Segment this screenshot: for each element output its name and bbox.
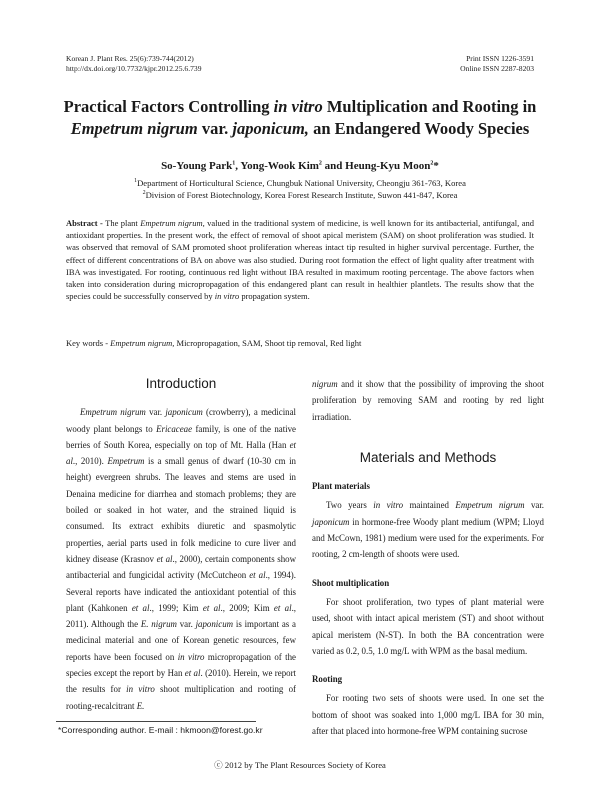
journal-header [66,54,202,74]
shoot-multiplication-paragraph: For shoot proliferation, two types of plant material were used, shoot with intact apical meristem (ST) and shoot without apical meristem (N-ST). In both the BA concentration were varied as 0.2, 0.5, 1.0 mg/L with WPM as the basal medium. [312,596,544,656]
text-run: ., 2010). [72,456,108,467]
text-run: ., 2000), certain components show antibacterial and fungicidal activity (McCutcheon [66,553,296,581]
plant-materials-paragraph [312,497,544,562]
text-run: maintained [403,500,456,511]
text-run: is important as a medicinal material and one of Korean genetic resources, few reports have been focused on [66,619,296,662]
italic-run: nigrum [312,379,338,389]
text-run: var. [524,500,545,511]
text-run: . (2010). Herein, we report the results for [66,668,296,695]
italic-run: et al [249,570,266,581]
copyright-line: ⓒ 2012 by The Plant Resources Society of Korea [214,760,386,770]
text-run: ., 2009; Kim [220,602,274,613]
italic-run: in vitro [126,684,155,695]
italic-run: E. [136,700,145,711]
plant-materials-heading: Plant materials [312,481,370,492]
print-issn: Print ISSN 1226-3591 [466,54,534,63]
shoot-multiplication-heading: Shoot multiplication [312,577,390,588]
text-run: and it show that the possibility of improving the shoot proliferation by removing SAM and rooting by red light irradiation. [312,379,544,422]
italic-run: Empetrum [107,456,145,467]
journal-citation: Korean J. Plant Res. 25(6):739-744(2012) [66,54,194,63]
right-column [312,376,544,739]
text-run: ., 2011). Although the [66,602,296,630]
affiliations [50,178,550,201]
italic-run: et al [273,602,292,613]
keywords: Key words - Empetrum nigrum, Micropropagation, SAM, Shoot tip removal, Red light [66,338,362,348]
text-run: ., 1994). Several reports have indicated the antioxidant potential of this plant (Kahkonen [66,570,296,613]
text-run: ., 1999; Kim [149,602,203,613]
italic-run: in vitro [373,500,404,511]
text-run: family, is one of the native berries of South Korea, especially on top of Mt. Halla (Han [66,423,296,450]
abstract: Abstract - The plant Empetrum nigrum, valued in the traditional system of medicine, is well known for its antibacterial, antifungal, and antioxidant properties. In the present work, the effect of removal of shoot apical meristem (SAM) on shoot proliferation was studied. It was observed that removal of SAM promoted shoot proliferation whereas intact tip resulted in higher survival percentage. Further, the effect of different concentrations of BA on above was also studied. During root formation the effect of light quality after treatment with IBA was investigated. For rooting, continuous red light without IBA resulted in maximum rooting percentage. The above factors when taken into consideration during micropropagation of this endangered plant can result in healthier plantlets. The results show that the species could be successfully conserved by in vitro propagation system. [66,218,534,302]
italic-run: et al [156,553,173,564]
italic-run: et al [131,602,150,613]
introduction-heading: Introduction [145,376,217,391]
online-issn: Online ISSN 2287-8203 [460,64,534,73]
text-run: is a small genus of dwarf (10-30 cm in height) evergreen shrubs. The leaves and stems are used in Denaina medicine for diarrhea and stomach problems; they are boiled or soaked in hot water, and the strained liquid is consumed. Its extract exhibits diuretic and spasmolytic properties, aerial parts used in folk medicine to cure liver and kidney disease (Krasnov [66,456,296,564]
author-email[interactable]: E-mail : hkmoon@forest.go.kr [146,725,263,735]
italic-run: et al [66,439,296,467]
italic-run: E. nigrum [140,619,177,630]
rooting-heading: Rooting [312,674,343,685]
methods-heading: Materials and Methods [359,449,497,465]
paper-title: Practical Factors Controlling in vitro Multiplication and Rooting in Empetrum nigrum var. japonicum, an Endangered Woody Species [63,97,537,138]
footnote-divider [56,721,256,722]
affiliation-2: $^2$Division of Forest Biotechnology, Korea Forest Research Institute, Suwon 441-847, Korea [142,189,458,200]
italic-run: japonicum [165,407,203,418]
affiliation-1: $^1$Department of Horticultural Science, Chungbuk National University, Cheongju 361-763, Korea [134,178,466,188]
italic-run: japonicum [312,516,350,527]
italic-run: Empetrum nigrum [80,407,146,418]
issn-header [460,54,534,74]
intro-paragraph-continued [312,376,544,425]
italic-run: et al [202,602,221,613]
intro-paragraph [66,404,296,714]
left-column [66,376,296,714]
author-list: So-Young Park$^1$, Yong-Wook Kim$^2$ and Heung-Kyu Moon$^2$* [161,160,439,172]
doi-link[interactable]: http://dx.doi.org/10.7732/kjpr.2012.25.6.739 [66,64,202,73]
italic-run: in vitro [177,651,205,662]
text-run: in hormone-free Woody plant medium (WPM; Lloyd and McCown, 1981) medium were used for the experiments. For rooting, 2 cm-length of shoots were used. [312,516,544,560]
text-run: var. [176,619,196,630]
text-run: Two years [326,500,374,511]
text-run: micropropagation of the species except the report by Han [66,651,296,679]
text-run: var. [145,407,166,418]
italic-run: Ericaceae [156,423,193,434]
corresponding-author-footnote: *Corresponding author. E-mail : hkmoon@forest.go.kr [58,725,263,735]
text-run: shoot multiplication and rooting of rooting-recalcitrant [66,684,296,711]
italic-run: Empetrum nigrum [455,500,525,511]
text-run: (crowberry), a medicinal woody plant belongs to [66,407,296,434]
italic-run: japonicum [195,619,234,630]
italic-run: et al [184,668,201,679]
abstract-label: Abstract - [66,218,103,228]
rooting-paragraph: For rooting two sets of shoots were used. In one set the bottom of shoot was soaked into 1,000 mg/L IBA for 30 min, after that placed into hormone-free WPM containing sucrose [312,693,544,737]
